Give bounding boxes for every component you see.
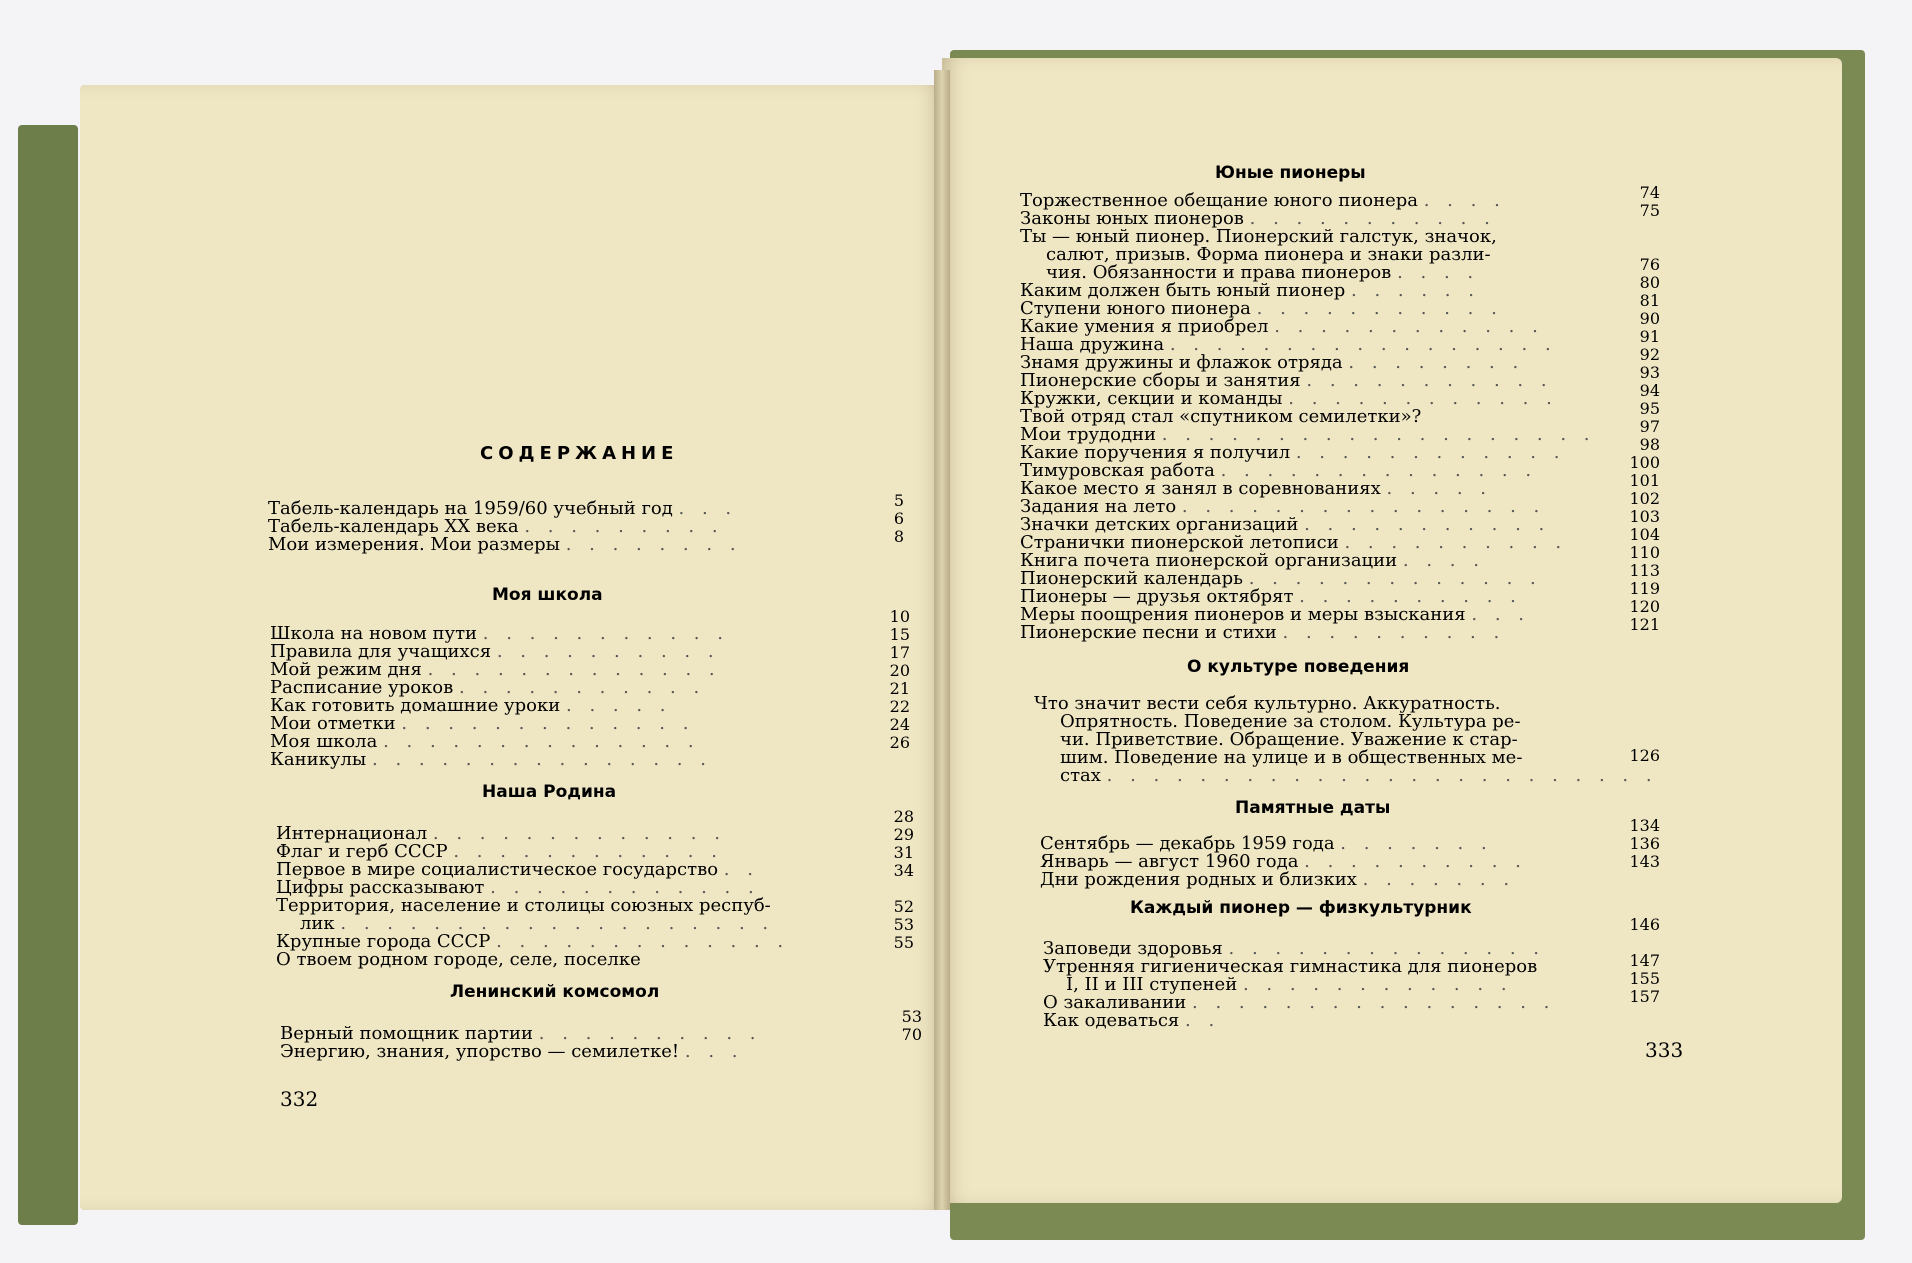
toc-page-number: 80 — [1639, 273, 1660, 292]
toc-page-number: 70 — [901, 1025, 922, 1044]
toc-entry: Пионерский календарь . . . . . . . . . . . . . — [1020, 568, 1542, 589]
book-cover-left — [18, 125, 78, 1225]
toc-page-number: 121 — [1629, 615, 1660, 634]
toc-page-number: 90 — [1639, 309, 1660, 328]
toc-page-number: 155 — [1629, 969, 1660, 988]
toc-page-number: 134 — [1629, 816, 1660, 835]
toc-entry: Как одеваться . . — [1043, 1010, 1221, 1031]
toc-page-number: 8 — [893, 527, 904, 546]
toc-page-number: 15 — [889, 625, 910, 644]
toc-entry: Значки детских организаций . . . . . . . . . . . — [1020, 514, 1551, 535]
toc-entry: Мой режим дня . . . . . . . . . . . . . — [270, 659, 721, 680]
toc-page-number: 5 — [893, 491, 904, 510]
toc-entry: Интернационал . . . . . . . . . . . . . — [276, 823, 726, 844]
toc-entry: Заповеди здоровья . . . . . . . . . . . . . . — [1043, 938, 1545, 959]
toc-entry: Какие умения я приобрел . . . . . . . . . . . . — [1020, 316, 1544, 337]
toc-entry: Мои измерения. Мои размеры . . . . . . . . — [268, 534, 742, 555]
toc-page-number: 119 — [1629, 579, 1660, 598]
toc-entry: Энергию, знания, упорство — семилетке! . . . — [280, 1041, 744, 1062]
toc-entry: Торжественное обещание юного пионера . . . . — [1020, 190, 1506, 211]
toc-entry: Тимуровская работа . . . . . . . . . . . . . . — [1020, 460, 1538, 481]
toc-page-number: 126 — [1629, 746, 1660, 765]
toc-entry: Твой отряд стал «спутником семилетки»? — [1020, 406, 1422, 427]
toc-page-number: 91 — [1639, 327, 1660, 346]
toc-entry: лик . . . . . . . . . . . . . . . . . . . — [300, 913, 775, 934]
toc-page-number: 143 — [1629, 852, 1660, 871]
toc-page-number: 147 — [1629, 951, 1660, 970]
section-heading: О культуре поведения — [1187, 657, 1410, 677]
book-gutter — [934, 70, 950, 1210]
toc-page-number: 55 — [893, 933, 914, 952]
toc-entry: Наша дружина . . . . . . . . . . . . . . . . . — [1020, 334, 1557, 355]
toc-entry: Правила для учащихся . . . . . . . . . . — [270, 641, 720, 662]
toc-page-number: 104 — [1629, 525, 1660, 544]
toc-entry: Ты — юный пионер. Пионерский галстук, значок, — [1020, 226, 1497, 247]
toc-page-number: 136 — [1629, 834, 1660, 853]
toc-page-number: 93 — [1639, 363, 1660, 382]
toc-page-number: 146 — [1629, 915, 1660, 934]
toc-page-number: 53 — [901, 1007, 922, 1026]
toc-entry: Сентябрь — декабрь 1959 года . . . . . . . — [1040, 833, 1493, 854]
toc-entry: Законы юных пионеров . . . . . . . . . . . — [1020, 208, 1496, 229]
toc-page-number: 28 — [893, 807, 914, 826]
toc-entry: Утренняя гигиеническая гимнастика для пионеров — [1043, 956, 1538, 977]
toc-page-number: 95 — [1639, 399, 1660, 418]
toc-entry: Странички пионерской летописи . . . . . . . . . . — [1020, 532, 1568, 553]
toc-page-number: 101 — [1629, 471, 1660, 490]
toc-page-number: 53 — [893, 915, 914, 934]
toc-entry: шим. Поведение на улице и в общественных ме- — [1060, 747, 1523, 768]
toc-entry: Крупные города СССР . . . . . . . . . . . . . — [276, 931, 790, 952]
toc-entry: Табель-календарь XX века . . . . . . . . . — [268, 516, 724, 537]
toc-entry: Январь — август 1960 года . . . . . . . . . . — [1040, 851, 1527, 872]
toc-entry: Школа на новом пути . . . . . . . . . . . — [270, 623, 729, 644]
toc-page-number: 31 — [893, 843, 914, 862]
toc-entry: Цифры рассказывают . . . . . . . . . . . . — [276, 877, 760, 898]
toc-page-number: 24 — [889, 715, 910, 734]
toc-entry: Книга почета пионерской организации . . . . — [1020, 550, 1485, 571]
toc-page-number: 10 — [889, 607, 910, 626]
section-heading: Каждый пионер — физкультурник — [1130, 898, 1472, 918]
toc-entry: Первое в мире социалистическое государство . . — [276, 859, 759, 880]
toc-page-number: 157 — [1629, 987, 1660, 1006]
toc-page-number: 98 — [1639, 435, 1660, 454]
toc-entry: Дни рождения родных и близких . . . . . . . — [1040, 869, 1516, 890]
toc-page-number: 34 — [893, 861, 914, 880]
right-page-number: 333 — [1645, 1038, 1684, 1062]
toc-entry: Меры поощрения пионеров и меры взыскания . . . — [1020, 604, 1530, 625]
toc-entry: Как готовить домашние уроки . . . . . — [270, 695, 672, 716]
toc-page-number: 20 — [889, 661, 910, 680]
toc-page-number: 17 — [889, 643, 910, 662]
toc-page-number: 22 — [889, 697, 910, 716]
section-heading: Юные пионеры — [1215, 163, 1366, 183]
section-heading: Наша Родина — [482, 782, 617, 802]
toc-entry: Какое место я занял в соревнованиях . . . . . — [1020, 478, 1493, 499]
toc-entry: Флаг и герб СССР . . . . . . . . . . . . — [276, 841, 723, 862]
toc-entry: Пионерские сборы и занятия . . . . . . . . . . . — [1020, 370, 1553, 391]
section-heading: Моя школа — [492, 585, 603, 605]
toc-entry: Мои трудодни . . . . . . . . . . . . . . . . . . . — [1020, 424, 1596, 445]
toc-entry: чия. Обязанности и права пионеров . . . . — [1046, 262, 1480, 283]
toc-entry: Территория, население и столицы союзных респуб- — [276, 895, 771, 916]
toc-page-number: 74 — [1639, 183, 1660, 202]
section-heading: Ленинский комсомол — [450, 982, 660, 1002]
toc-page-number: 6 — [893, 509, 904, 528]
toc-entry: Знамя дружины и флажок отряда . . . . . . . . — [1020, 352, 1525, 373]
toc-entry: Кружки, секции и команды . . . . . . . . . . . . — [1020, 388, 1558, 409]
toc-page-number: 21 — [889, 679, 910, 698]
toc-entry: Мои отметки . . . . . . . . . . . . . — [270, 713, 695, 734]
toc-page-number: 94 — [1639, 381, 1660, 400]
toc-page-number: 29 — [893, 825, 914, 844]
toc-page-number: 103 — [1629, 507, 1660, 526]
toc-entry: I, II и III ступеней . . . . . . . . . . . . — [1066, 974, 1513, 995]
toc-entry: О твоем родном городе, селе, поселке — [276, 949, 641, 970]
toc-entry: Пионерские песни и стихи . . . . . . . . . . — [1020, 622, 1506, 643]
toc-page-number: 75 — [1639, 201, 1660, 220]
toc-page-number: 92 — [1639, 345, 1660, 364]
toc-entry: Что значит вести себя культурно. Аккуратность. — [1034, 693, 1501, 714]
toc-entry: салют, призыв. Форма пионера и знаки разли- — [1046, 244, 1491, 265]
toc-entry: Задания на лето . . . . . . . . . . . . . . . . — [1020, 496, 1546, 517]
toc-page-number: 81 — [1639, 291, 1660, 310]
toc-entry: Ступени юного пионера . . . . . . . . . . . — [1020, 298, 1503, 319]
toc-entry: стах . . . . . . . . . . . . . . . . . . . . . . . . — [1060, 765, 1658, 786]
toc-entry: Верный помощник партии . . . . . . . . . . — [280, 1023, 762, 1044]
toc-page-number: 100 — [1629, 453, 1660, 472]
toc-page-number: 26 — [889, 733, 910, 752]
contents-heading: СОДЕРЖАНИЕ — [480, 443, 679, 464]
toc-page-number: 97 — [1639, 417, 1660, 436]
toc-entry: Каким должен быть юный пионер . . . . . . — [1020, 280, 1480, 301]
toc-entry: Каникулы . . . . . . . . . . . . . . . — [270, 749, 712, 770]
section-heading: Памятные даты — [1235, 798, 1391, 818]
toc-entry: чи. Приветствие. Обращение. Уважение к стар- — [1060, 729, 1518, 750]
toc-page-number: 120 — [1629, 597, 1660, 616]
toc-entry: Моя школа . . . . . . . . . . . . . . — [270, 731, 700, 752]
toc-page-number: 102 — [1629, 489, 1660, 508]
left-page-number: 332 — [280, 1087, 319, 1111]
toc-page-number: 76 — [1639, 255, 1660, 274]
toc-entry: Расписание уроков . . . . . . . . . . . — [270, 677, 706, 698]
toc-entry: О закаливании . . . . . . . . . . . . . . . . — [1043, 992, 1556, 1013]
toc-page-number: 113 — [1629, 561, 1660, 580]
toc-entry: Табель-календарь на 1959/60 учебный год . . . — [268, 498, 738, 519]
toc-entry: Пионеры — друзья октябрят . . . . . . . . . . — [1020, 586, 1522, 607]
toc-page-number: 110 — [1629, 543, 1660, 562]
toc-page-number: 52 — [893, 897, 914, 916]
toc-entry: Опрятность. Поведение за столом. Культура ре- — [1060, 711, 1521, 732]
toc-entry: Какие поручения я получил . . . . . . . . . . . . — [1020, 442, 1566, 463]
